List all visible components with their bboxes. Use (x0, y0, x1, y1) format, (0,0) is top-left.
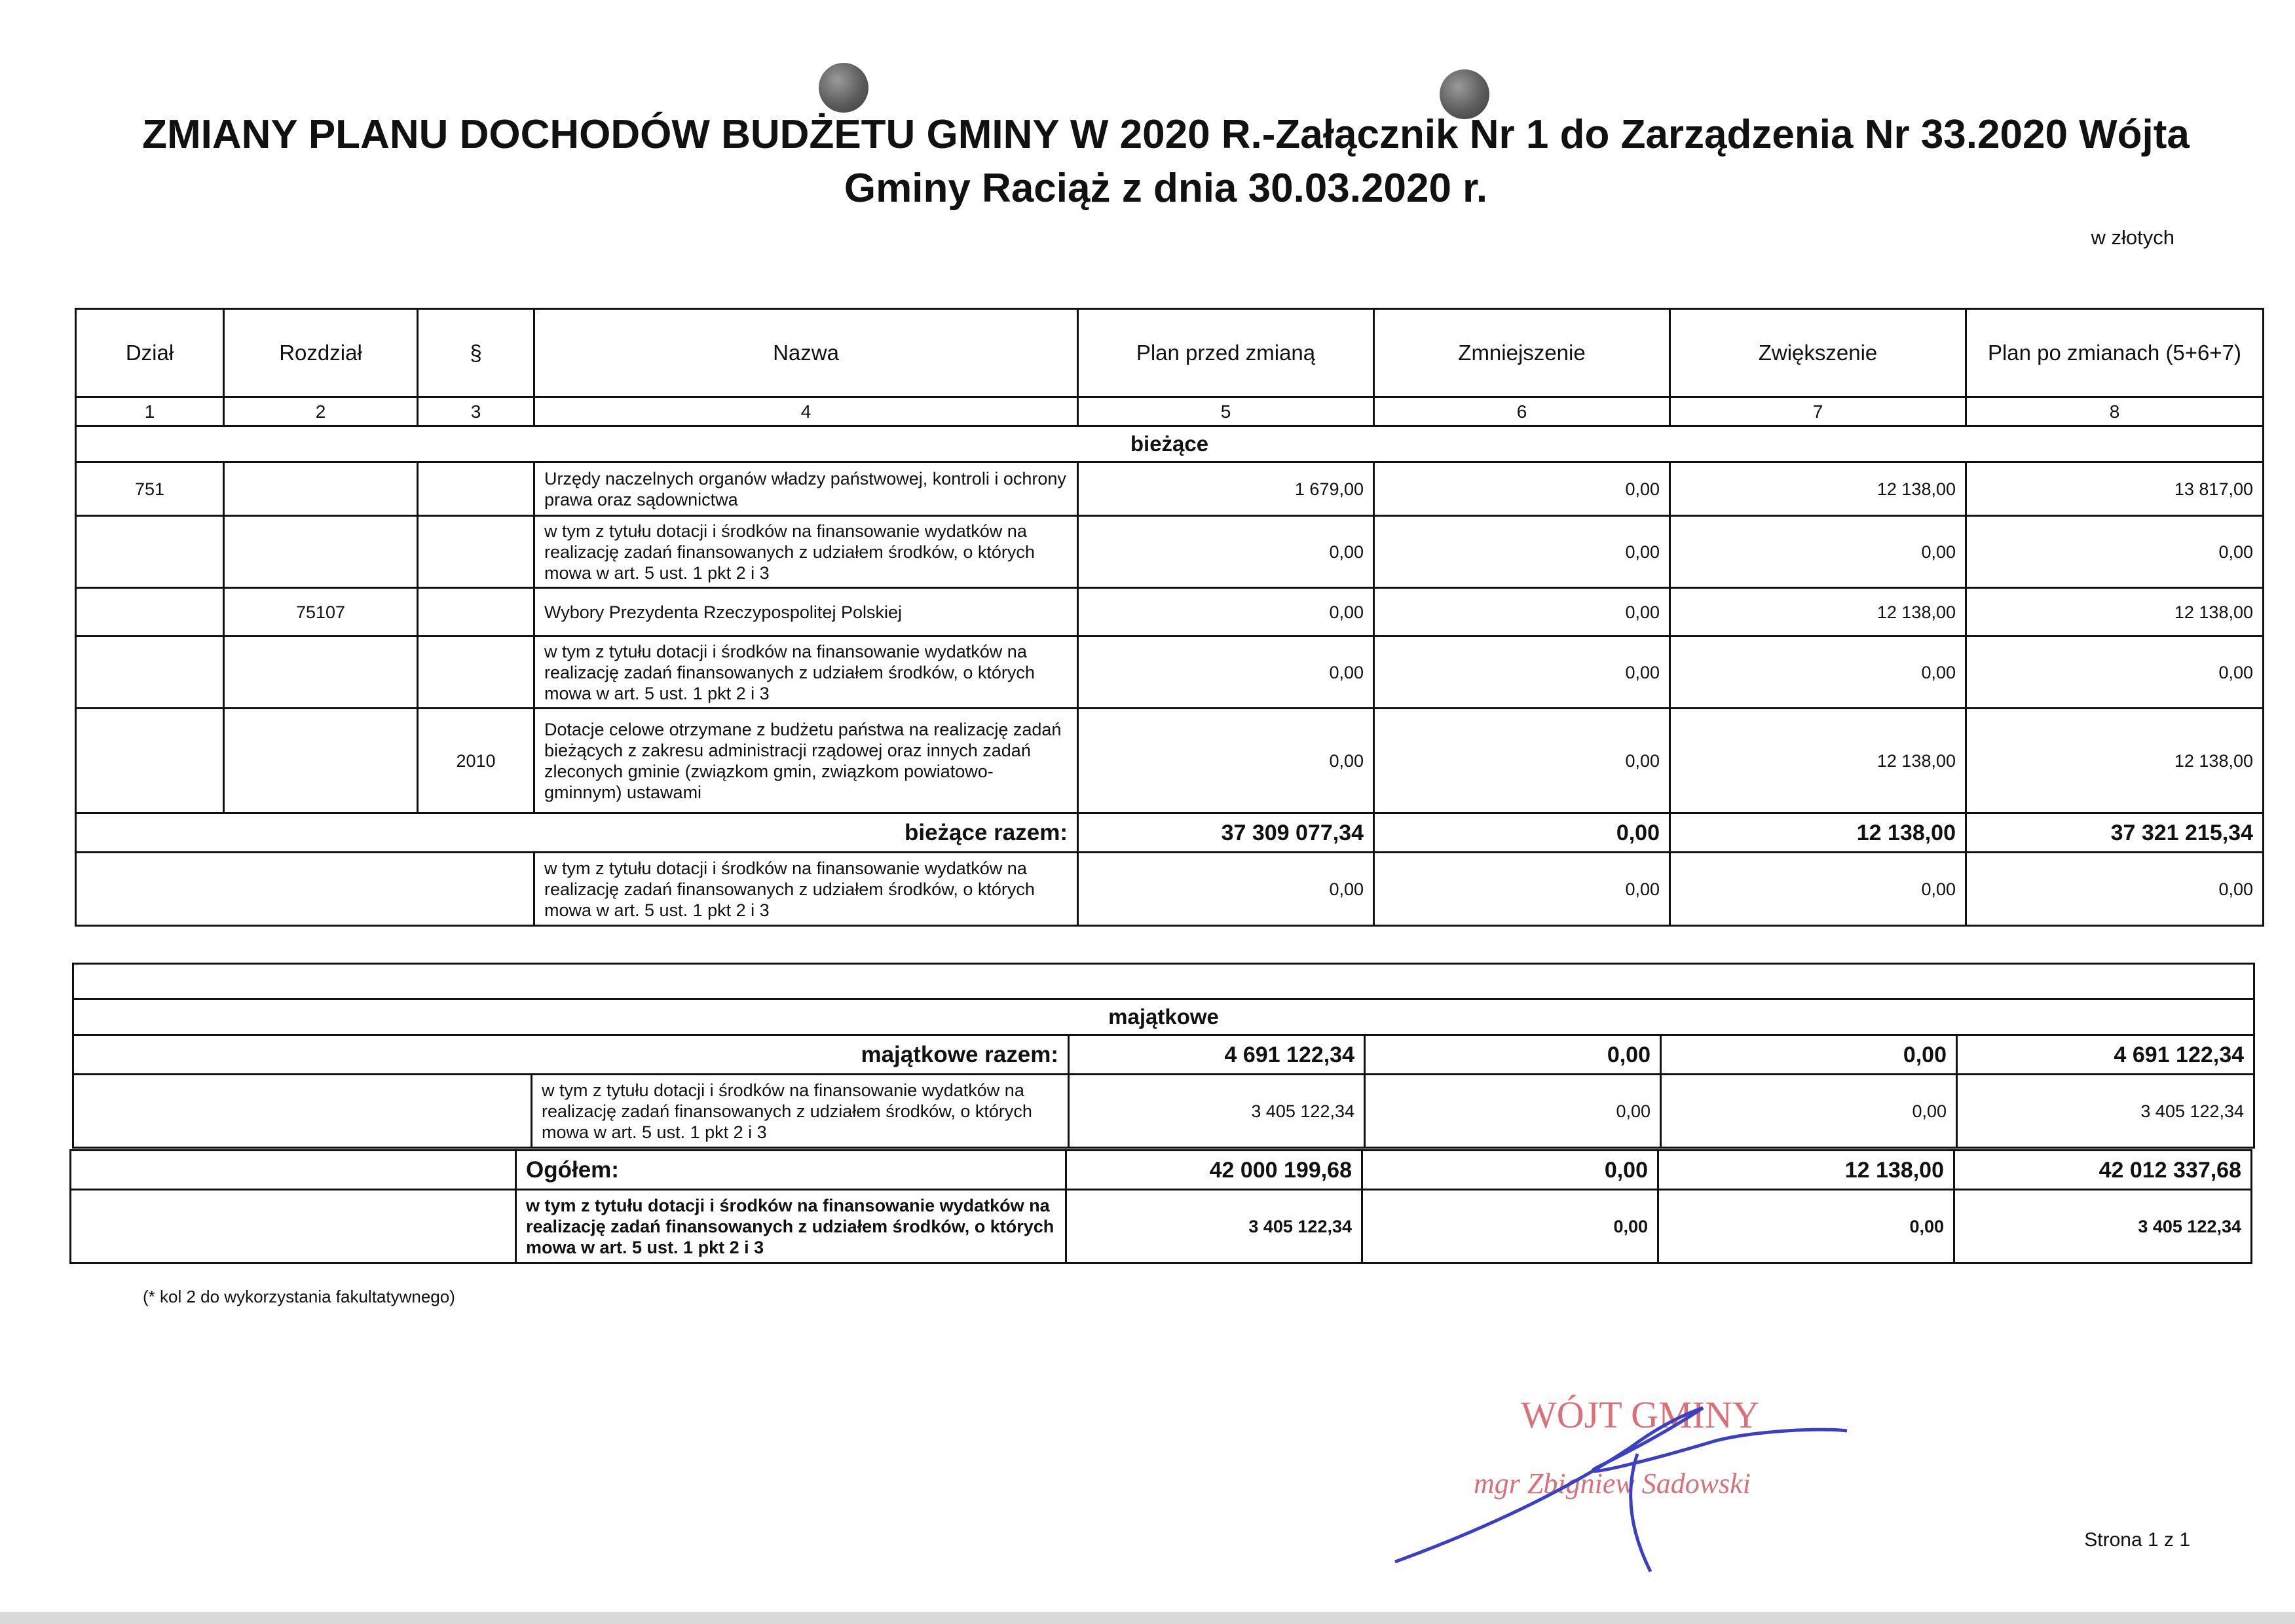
cell-nazwa: Wybory Prezydenta Rzeczypospolitej Polskiej (534, 588, 1078, 637)
cell-plus: 0,00 (1661, 1075, 1957, 1148)
total-plus: 12 138,00 (1658, 1151, 1954, 1190)
cell-rozdzial (224, 516, 418, 588)
table-row (76, 709, 2264, 813)
total-row (76, 813, 2264, 853)
cell-after: 0,00 (1966, 853, 2264, 926)
cell-nazwa: w tym z tytułu dotacji i środków na finansowanie wydatków na realizację zadań finansowanych z udziałem środków, o których mowa w art. 5 ust. 1 pkt 2 i 3 (534, 516, 1078, 588)
cell-rozdzial: 75107 (224, 588, 418, 637)
column-number-row (76, 397, 2264, 426)
table-row (76, 588, 2264, 637)
cell-nazwa: w tym z tytułu dotacji i środków na finansowanie wydatków na realizację zadań finansowanych z udziałem środków, o których mowa w art. 5 ust. 1 pkt 2 i 3 (516, 1190, 1066, 1263)
signature-stamp (1375, 1375, 1912, 1585)
total-minus: 0,00 (1362, 1151, 1658, 1190)
cell-minus: 0,00 (1374, 853, 1670, 926)
cell-paragraf (418, 462, 534, 516)
cell-after: 13 817,00 (1966, 462, 2264, 516)
spacer-cell (73, 964, 2254, 999)
subtotal-row (73, 1075, 2254, 1148)
total-after: 37 321 215,34 (1966, 813, 2264, 853)
section-title: majątkowe (73, 999, 2254, 1035)
col-number: 8 (1966, 397, 2264, 426)
empty-cell (76, 853, 534, 926)
document-title: ZMIANY PLANU DOCHODÓW BUDŻETU GMINY W 2020 R.-Załącznik Nr 1 do Zarządzenia Nr 33.2020 Wójta Gminy Raciąż z dnia 30.03.2020 r. (142, 112, 2190, 211)
cell-plan: 1 679,00 (1078, 462, 1374, 516)
cell-paragraf (418, 516, 534, 588)
section-title: bieżące (76, 426, 2264, 462)
cell-dzial (76, 516, 224, 588)
overall-table (69, 1149, 2252, 1264)
cell-minus: 0,00 (1365, 1075, 1661, 1148)
header-nazwa: Nazwa (534, 309, 1078, 397)
cell-paragraf: 2010 (418, 709, 534, 813)
cell-dzial (76, 637, 224, 709)
cell-after: 12 138,00 (1966, 709, 2264, 813)
cell-minus: 0,00 (1374, 588, 1670, 637)
section-row (73, 999, 2254, 1035)
cell-rozdzial (224, 637, 418, 709)
total-minus: 0,00 (1365, 1035, 1661, 1075)
cell-plan: 0,00 (1078, 588, 1374, 637)
punch-hole-left (819, 63, 868, 113)
cell-plan: 3 405 122,34 (1066, 1190, 1362, 1263)
units-label: w złotych (2091, 226, 2174, 249)
spacer-row (73, 964, 2254, 999)
cell-paragraf (418, 637, 534, 709)
cell-nazwa: Urzędy naczelnych organów władzy państwowej, kontroli i ochrony prawa oraz sądownictwa (534, 462, 1078, 516)
cell-plus: 12 138,00 (1670, 709, 1966, 813)
cell-plan: 3 405 122,34 (1069, 1075, 1365, 1148)
section-row (76, 426, 2264, 462)
col-number: 2 (224, 397, 418, 426)
header-paragraf: § (418, 309, 534, 397)
empty-cell (71, 1151, 516, 1190)
total-plus: 0,00 (1661, 1035, 1957, 1075)
cell-nazwa: w tym z tytułu dotacji i środków na finansowanie wydatków na realizację zadań finansowanych z udziałem środków, o których mowa w art. 5 ust. 1 pkt 2 i 3 (534, 637, 1078, 709)
total-minus: 0,00 (1374, 813, 1670, 853)
stamp-name: mgr Zbigniew Sadowski (1474, 1467, 1751, 1500)
cell-after: 12 138,00 (1966, 588, 2264, 637)
col-number: 3 (418, 397, 534, 426)
stamp-title: WÓJT GMINY (1521, 1393, 1760, 1436)
total-plus: 12 138,00 (1670, 813, 1966, 853)
col-number: 5 (1078, 397, 1374, 426)
scan-edge (0, 1612, 2295, 1624)
total-after: 4 691 122,34 (1957, 1035, 2254, 1075)
col-number: 4 (534, 397, 1078, 426)
capital-income-table (72, 963, 2255, 1149)
total-row (71, 1151, 2252, 1190)
cell-dzial (76, 709, 224, 813)
header-dzial: Dział (76, 309, 224, 397)
table-row (76, 462, 2264, 516)
subtotal-row (76, 853, 2264, 926)
cell-plus: 12 138,00 (1670, 588, 1966, 637)
header-plan-po: Plan po zmianach (5+6+7) (1966, 309, 2264, 397)
cell-minus: 0,00 (1362, 1190, 1658, 1263)
cell-after: 3 405 122,34 (1957, 1075, 2254, 1148)
cell-rozdzial (224, 709, 418, 813)
cell-plus: 0,00 (1658, 1190, 1954, 1263)
header-rozdzial: Rozdział (224, 309, 418, 397)
header-zwiekszenie: Zwiększenie (1670, 309, 1966, 397)
cell-after: 0,00 (1966, 637, 2264, 709)
cell-plus: 0,00 (1670, 516, 1966, 588)
cell-plan: 0,00 (1078, 516, 1374, 588)
cell-after: 0,00 (1966, 516, 2264, 588)
cell-plan: 0,00 (1078, 637, 1374, 709)
cell-minus: 0,00 (1374, 516, 1670, 588)
empty-cell (73, 1075, 532, 1148)
cell-plus: 12 138,00 (1670, 462, 1966, 516)
cell-after: 3 405 122,34 (1954, 1190, 2252, 1263)
total-row (73, 1035, 2254, 1075)
header-zmniejszenie: Zmniejszenie (1374, 309, 1670, 397)
empty-cell (71, 1190, 516, 1263)
total-plan: 4 691 122,34 (1069, 1035, 1365, 1075)
cell-rozdzial (224, 462, 418, 516)
cell-plan: 0,00 (1078, 853, 1374, 926)
cell-nazwa: w tym z tytułu dotacji i środków na finansowanie wydatków na realizację zadań finansowanych z udziałem środków, o których mowa w art. 5 ust. 1 pkt 2 i 3 (534, 853, 1078, 926)
total-after: 42 012 337,68 (1954, 1151, 2252, 1190)
table-row (76, 516, 2264, 588)
col-number: 6 (1374, 397, 1670, 426)
cell-minus: 0,00 (1374, 637, 1670, 709)
page-number: Strona 1 z 1 (2084, 1529, 2190, 1551)
total-plan: 42 000 199,68 (1066, 1151, 1362, 1190)
col-number: 7 (1670, 397, 1966, 426)
footnote: (* kol 2 do wykorzystania fakultatywnego) (143, 1287, 455, 1306)
cell-dzial (76, 588, 224, 637)
cell-plan: 0,00 (1078, 709, 1374, 813)
current-income-table (75, 308, 2264, 927)
cell-nazwa: w tym z tytułu dotacji i środków na finansowanie wydatków na realizację zadań finansowanych z udziałem środków, o których mowa w art. 5 ust. 1 pkt 2 i 3 (532, 1075, 1069, 1148)
cell-minus: 0,00 (1374, 709, 1670, 813)
total-label: bieżące razem: (76, 813, 1078, 853)
cell-plus: 0,00 (1670, 637, 1966, 709)
header-plan-przed: Plan przed zmianą (1078, 309, 1374, 397)
cell-nazwa: Dotacje celowe otrzymane z budżetu państwa na realizację zadań bieżących z zakresu administracji rządowej oraz innych zadań zleconych gminie (związkom gmin, związkom powiatowo-gminnym) ustawami (534, 709, 1078, 813)
cell-plus: 0,00 (1670, 853, 1966, 926)
subtotal-row (71, 1190, 2252, 1263)
table-row (76, 637, 2264, 709)
total-plan: 37 309 077,34 (1078, 813, 1374, 853)
col-number: 1 (76, 397, 224, 426)
cell-dzial: 751 (76, 462, 224, 516)
cell-paragraf (418, 588, 534, 637)
header-row (76, 309, 2264, 397)
total-label: majątkowe razem: (73, 1035, 1069, 1075)
overall-label: Ogółem: (516, 1151, 1066, 1190)
cell-minus: 0,00 (1374, 462, 1670, 516)
